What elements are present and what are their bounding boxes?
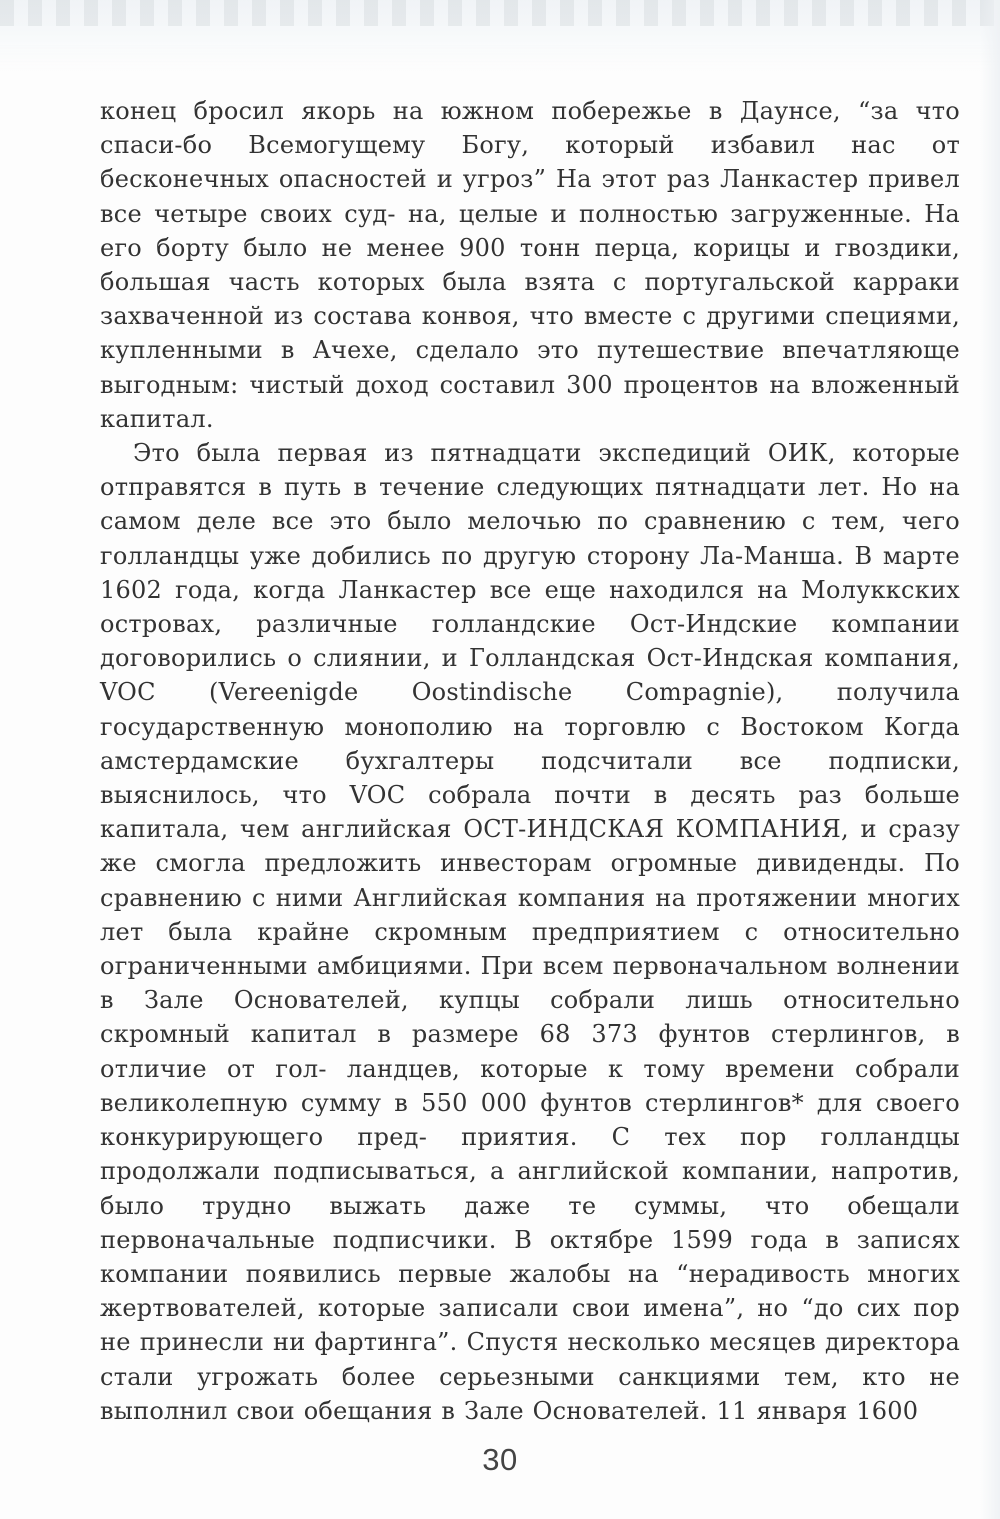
body-text (100, 94, 960, 1428)
scan-edge-right (980, 0, 1000, 1519)
scan-edge-top (0, 0, 1000, 72)
page-number: 30 (482, 1442, 518, 1477)
paragraph-main: Это была первая из пятнадцати экспедиций ОИК, которые отправятся в путь в течение следующих пятнадцати лет. Но на самом деле все это было мелочью по сравнению с тем, чего голландцы уже добились по другую сторону Ла-Манша. В марте 1602 года, когда Ланкастер все еще находился на Молуккских островах, различные голландские Ост-Индские компании договорились о слиянии, и Голландская Ост-Индская компания, VOC (Vereenigde Oostindische Compagnie), получила государственную монополию на торговлю с Востоком Когда амстердамские бухгалтеры подсчитали все подписки, выяснилось, что VOC собрала почти в десять раз больше капитала, чем английская ОСТ-ИНДСКАЯ КОМПАНИЯ, и сразу же смогла предложить инвесторам огромные дивиденды. По сравнению с ними Английская компания на протяжении многих лет была крайне скромным предприятием с относительно ограниченными амбициями. При всем первоначальном волнении в Зале Основателей, купцы собрали лишь относительно скромный капитал в размере 68 373 фунтов стерлингов, в отличие от гол- ландцев, которые к тому времени собрали великолепную сумму в 550 000 фунтов стерлингов* для своего конкурирующего пред- приятия. С тех пор голландцы продолжали подписываться, а английской компании, напротив, было трудно выжать даже те суммы, что обещали первоначальные подписчики. В октябре 1599 года в записях компании появились первые жалобы на “нерадивость многих жертвователей, которые записали свои имена”, но “до сих пор не принесли ни фартинга”. Спустя несколько месяцев директора стали угрожать более серьезными санкциями тем, кто не выполнил свои обещания в Зале Основателей. 11 января 1600 (100, 439, 960, 1425)
paragraph-continued: конец бросил якорь на южном побережье в Даунсе, “за что спаси-бо Всемогущему Богу, который избавил нас от бесконечных опасностей и угроз” На этот раз Ланкастер привел все четыре своих суд- на, целые и полностью загруженные. На его борту было не менее 900 тонн перца, корицы и гвоздики, большая часть которых была взята с португальской карраки захваченной из состава конвоя, что вместе с другими специями, купленными в Ачехе, сделало это путешествие впечатляюще выгодным: чистый доход составил 300 процентов на вложенный капитал. (100, 97, 960, 433)
